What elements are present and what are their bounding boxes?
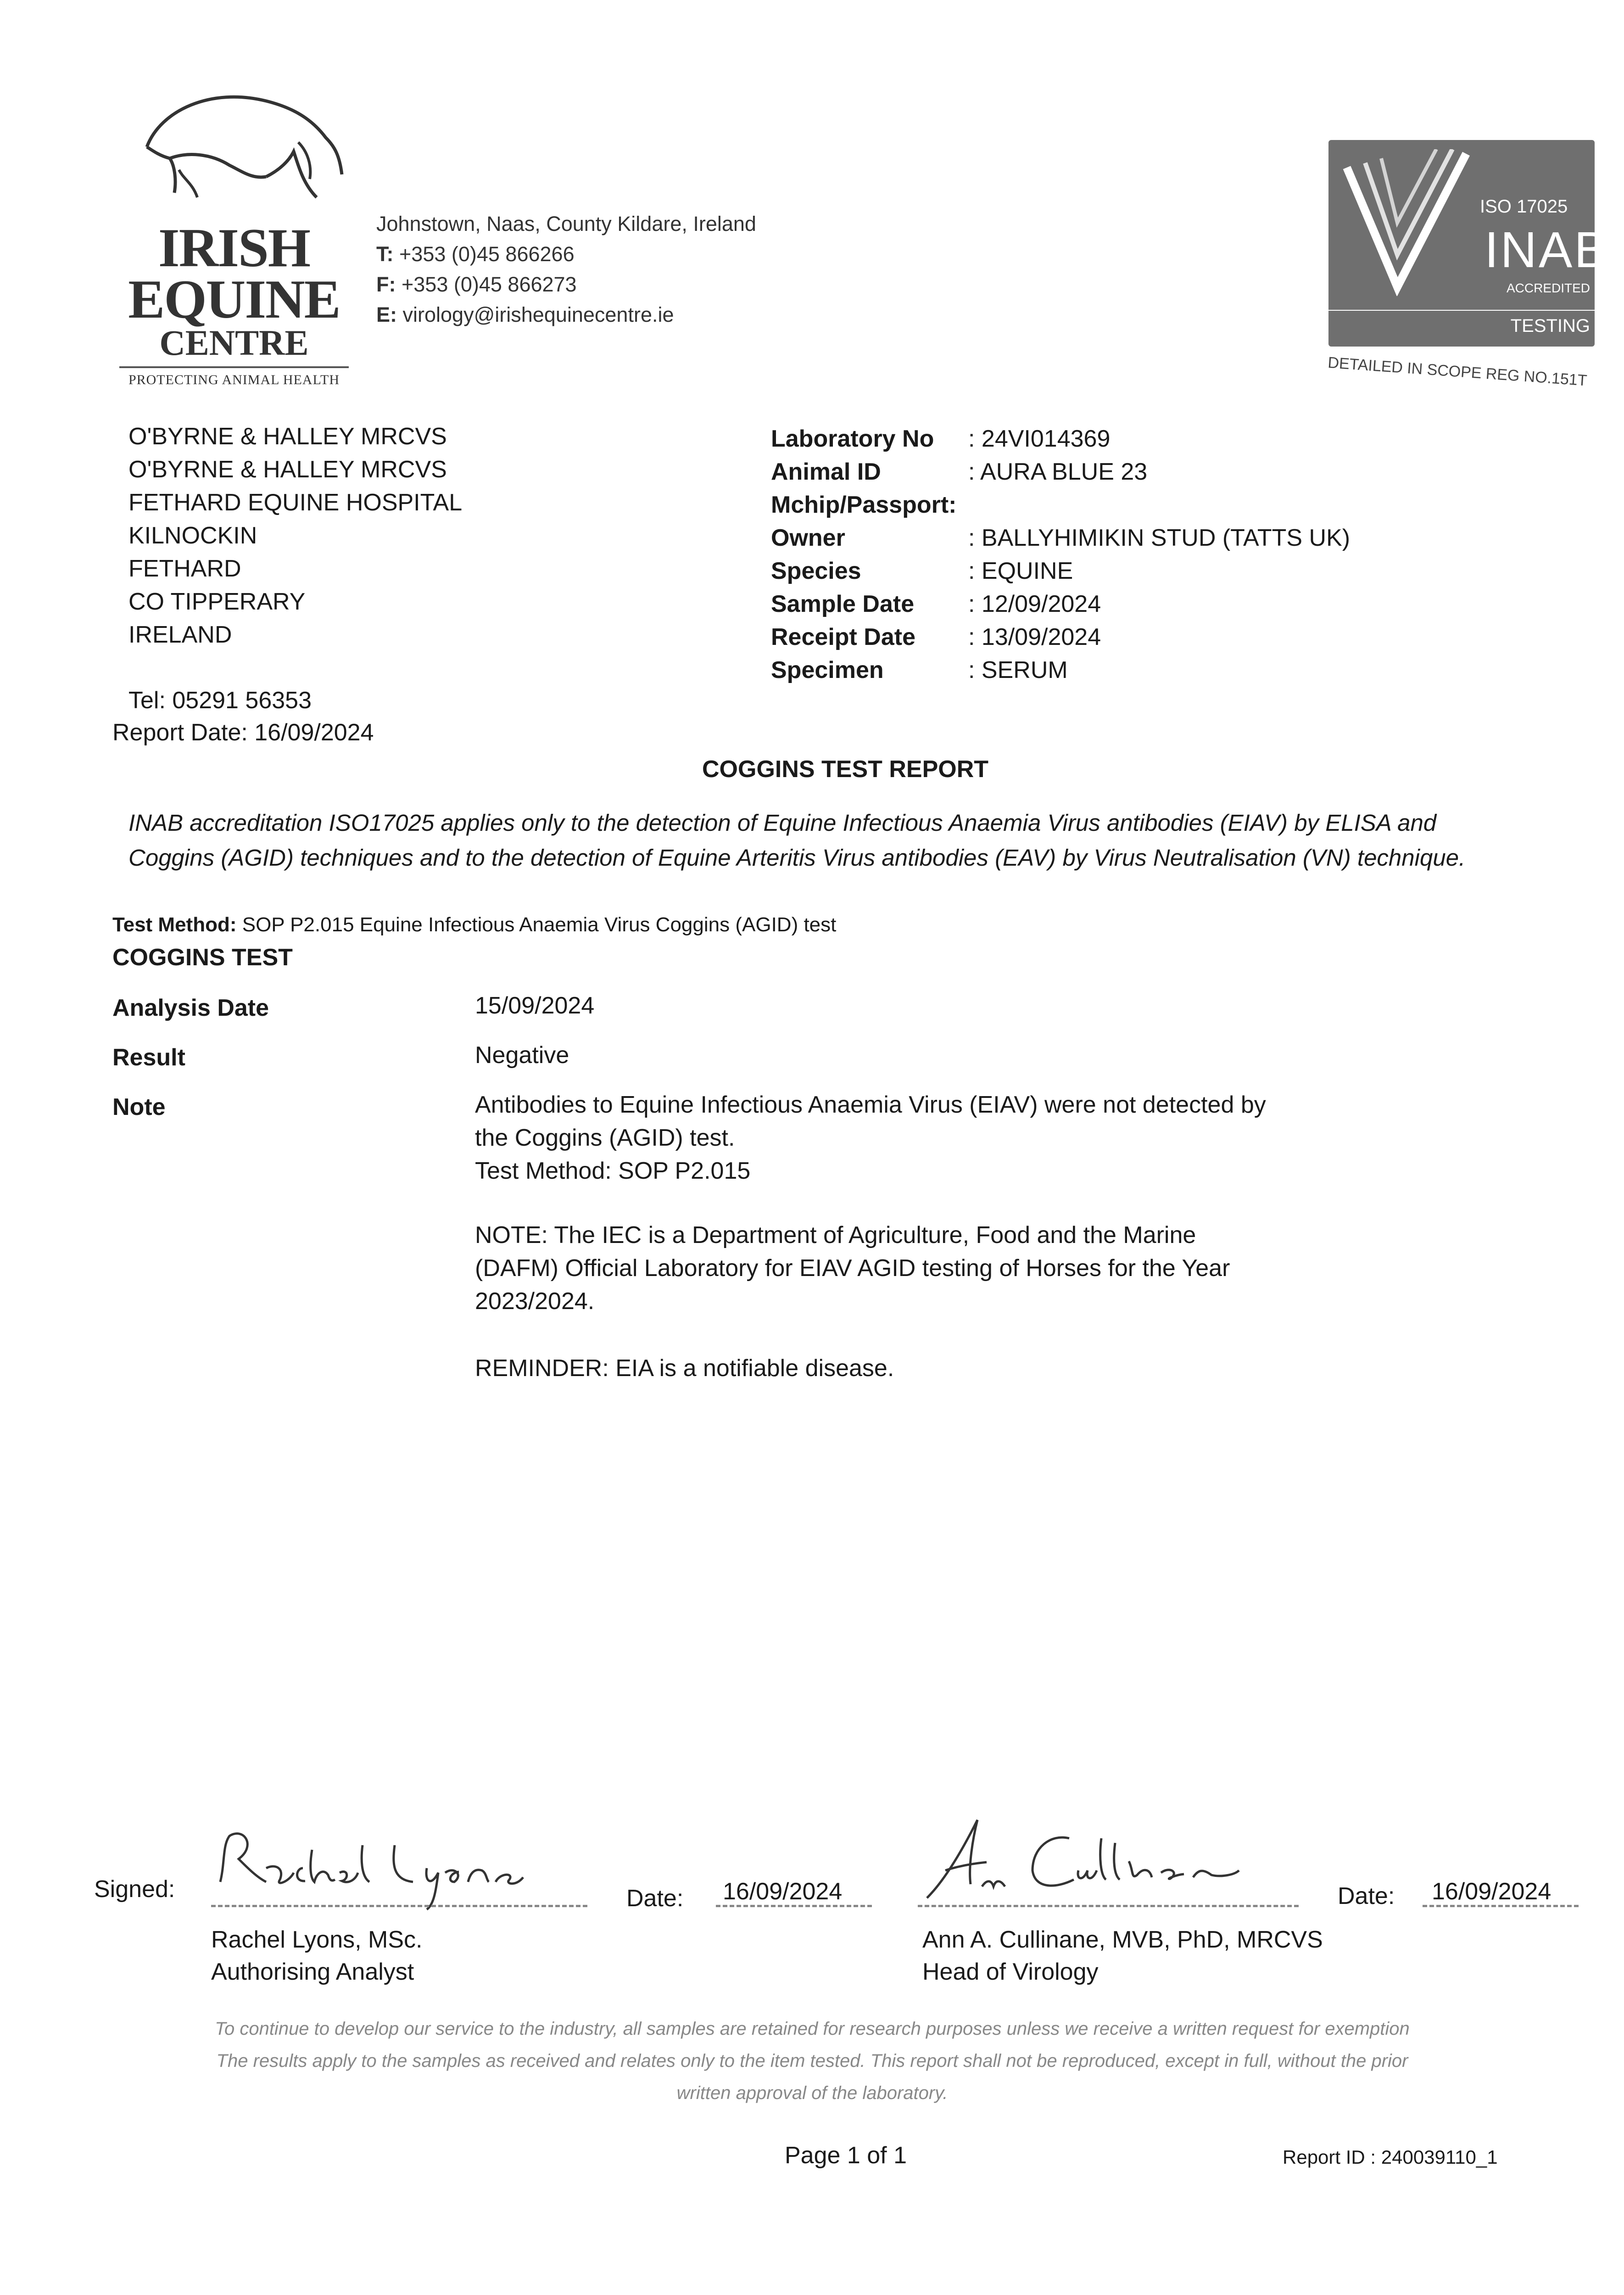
note-text: Antibodies to Equine Infectious Anaemia Virus (EIAV) were not detected by the Coggins (AGID) test. Test Method: SOP P2.015 <box>475 1092 1266 1184</box>
logo-line-centre: CENTRE <box>159 323 309 363</box>
signature-line-1 <box>211 1905 587 1907</box>
badge-accredited: ACCREDITED <box>1506 281 1590 295</box>
recipient-line: O'BYRNE & HALLEY MRCVS <box>128 423 447 450</box>
inab-accreditation-badge <box>1328 140 1610 347</box>
report-title: COGGINS TEST REPORT <box>702 756 989 783</box>
sig2-name: Ann A. Cullinane, MVB, PhD, MRCVS <box>922 1926 1323 1953</box>
signature-rachel-lyons <box>211 1818 532 1914</box>
contact-fax: F: +353 (0)45 866273 <box>376 273 577 296</box>
horse-logo-icon <box>133 83 353 216</box>
badge-inab: INAB <box>1484 222 1610 278</box>
contact-phone: T: +353 (0)45 866266 <box>376 242 575 266</box>
lab-info-row: Specimen : SERUM <box>771 657 1068 683</box>
lab-info-table <box>771 422 1350 687</box>
dafm-note: NOTE: The IEC is a Department of Agriculture, Food and the Marine (DAFM) Official Laboratory for EIAV AGID testing of Horses for the Year 2023/2024. <box>475 1222 1230 1315</box>
test-method-line <box>112 911 836 939</box>
recipient-line: O'BYRNE & HALLEY MRCVS <box>128 456 447 483</box>
badge-scope: DETAILED IN SCOPE REG NO.151T <box>1327 353 1588 390</box>
irish-equine-centre-logo <box>110 83 358 395</box>
report-id: Report ID : 240039110_1 <box>1283 2146 1498 2168</box>
logo-line-equine: EQUINE <box>128 269 340 330</box>
signature-ann-cullinane <box>918 1811 1248 1903</box>
inab-tick-icon <box>1338 149 1475 296</box>
sig1-name: Rachel Lyons, MSc. <box>211 1926 423 1953</box>
lab-info-row: Receipt Date : 13/09/2024 <box>771 624 1101 650</box>
badge-divider <box>1328 310 1595 311</box>
sig1-role: Authorising Analyst <box>211 1959 414 1985</box>
analysis-date-value: 15/09/2024 <box>475 992 595 1019</box>
sig1-date-label: Date: <box>626 1885 684 1912</box>
reminder: REMINDER: EIA is a notifiable disease. <box>475 1355 894 1382</box>
lab-info-row: Species : EQUINE <box>771 558 1073 584</box>
recipient-tel: Tel: 05291 56353 <box>128 687 312 714</box>
analysis-date-label: Analysis Date <box>112 995 269 1021</box>
sig2-role: Head of Virology <box>922 1959 1099 1985</box>
logo-divider <box>119 366 349 368</box>
logo-line-irish: IRISH <box>158 217 310 278</box>
accreditation-note: INAB accreditation ISO17025 applies only to the detection of Equine Infectious Anaemia Virus antibodies (EIAV) by ELISA and Coggins (AGID) techniques and to the detection of Equine Arteritis Virus antibodies (EAV) by Virus Neutralisation (VN) technique. <box>128 810 1466 871</box>
result-value: Negative <box>475 1042 569 1069</box>
recipient-line: IRELAND <box>128 621 232 648</box>
sig2-date-label: Date: <box>1338 1883 1395 1909</box>
contact-address: Johnstown, Naas, County Kildare, Ireland <box>376 212 756 235</box>
logo-tagline: PROTECTING ANIMAL HEALTH <box>128 372 340 387</box>
sig2-date: 16/09/2024 <box>1432 1878 1551 1905</box>
lab-info-row: Sample Date : 12/09/2024 <box>771 591 1101 617</box>
recipient-line: FETHARD EQUINE HOSPITAL <box>128 489 463 516</box>
page-number: Page 1 of 1 <box>785 2142 907 2169</box>
result-label: Result <box>112 1044 185 1071</box>
date-line-1 <box>716 1905 872 1907</box>
contact-email: E: virology@irishequinecentre.ie <box>376 303 674 326</box>
test-method-value: SOP P2.015 Equine Infectious Anaemia Virus Coggins (AGID) test <box>242 913 837 936</box>
section-title: COGGINS TEST <box>112 944 293 971</box>
sig1-date: 16/09/2024 <box>723 1878 843 1905</box>
badge-iso: ISO 17025 <box>1480 196 1568 217</box>
recipient-address <box>128 420 462 651</box>
lab-info-row: Mchip/Passport: <box>771 492 957 518</box>
date-line-2 <box>1423 1905 1579 1907</box>
lab-info-row: Owner : BALLYHIMIKIN STUD (TATTS UK) <box>771 525 1351 551</box>
lab-info-row: Laboratory No : 24VI014369 <box>771 425 1111 452</box>
signature-line-2 <box>918 1905 1299 1907</box>
badge-testing: TESTING <box>1510 316 1590 336</box>
report-date: Report Date: 16/09/2024 <box>112 719 374 746</box>
note-label: Note <box>112 1094 166 1120</box>
signed-label: Signed: <box>94 1876 175 1903</box>
lab-info-row: Animal ID : AURA BLUE 23 <box>771 459 1148 485</box>
recipient-line: KILNOCKIN <box>128 522 257 549</box>
footer-disclaimer: To continue to develop our service to the industry, all samples are retained for research purposes unless we receive a written request for exemption The results apply to the samples as received and relates only to the item tested. This report shall not be reproduced, except in full, without the prior written approval of the laboratory. <box>215 2019 1410 2103</box>
contact-block <box>376 209 756 330</box>
recipient-line: FETHARD <box>128 555 241 582</box>
test-method-label: Test Method: <box>112 913 237 936</box>
recipient-line: CO TIPPERARY <box>128 588 306 615</box>
